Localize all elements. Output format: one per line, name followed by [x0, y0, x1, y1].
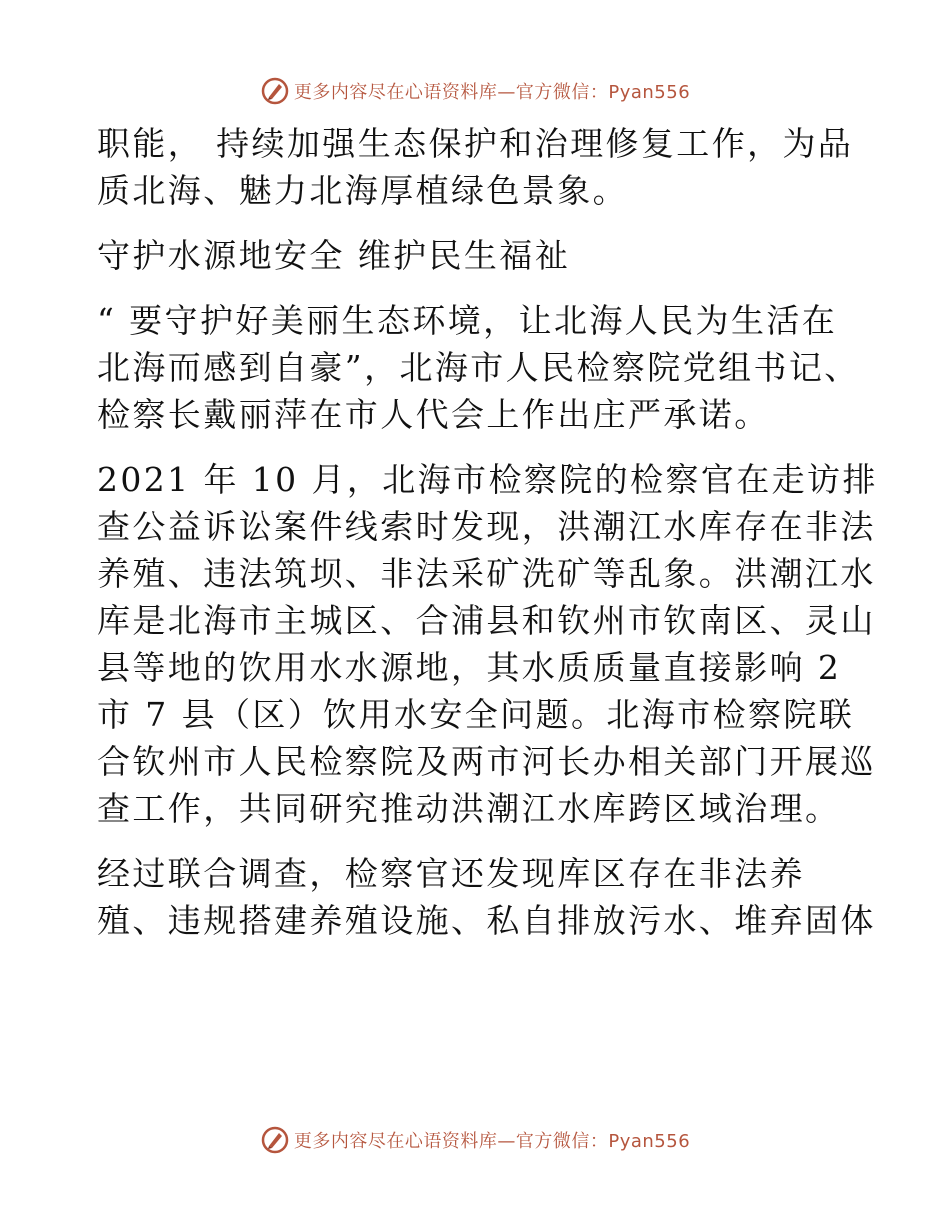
- text-line: 市 7 县（区）饮用水安全问题。北海市检察院联: [97, 695, 855, 734]
- text-line: “ 要守护好美丽生态环境，让北海人民为生活在: [97, 301, 838, 340]
- header-watermark: [0, 71, 950, 111]
- watermark-text: 更多内容尽在心语资料库—官方微信：Pyan556: [293, 1131, 691, 1152]
- text-line: 检察长戴丽萍在市人代会上作出庄严承诺。: [97, 395, 770, 434]
- paragraph-5: [97, 850, 876, 944]
- text-line: 职能， 持续加强生态保护和治理修复工作，为品: [97, 124, 854, 163]
- pen-logo-icon: [260, 1125, 290, 1155]
- document-body: [97, 120, 878, 944]
- text-line: 2021 年 10 月，北海市检察院的检察官在走访排: [97, 460, 878, 499]
- pen-logo-icon: [260, 76, 290, 106]
- text-line: 养殖、违法筑坝、非法采矿洗矿等乱象。洪潮江水: [97, 554, 876, 593]
- paragraph-3: [97, 297, 867, 438]
- text-line: 县等地的饮用水水源地，其水质质量直接影响 2: [97, 648, 842, 687]
- text-line: 查工作，共同研究推动洪潮江水库跨区域治理。: [97, 789, 841, 828]
- text-line: 质北海、魅力北海厚植绿色景象。: [97, 171, 628, 210]
- text-line: 殖、违规搭建养殖设施、私自排放污水、堆弃固体: [97, 901, 876, 940]
- text-line: 库是北海市主城区、合浦县和钦州市钦南区、灵山: [97, 601, 876, 640]
- text-line: 查公益诉讼案件线索时发现，洪潮江水库存在非法: [97, 507, 876, 546]
- watermark-text: 更多内容尽在心语资料库—官方微信：Pyan556: [293, 82, 691, 103]
- section-heading: [97, 232, 867, 279]
- text-line: 北海而感到自豪”，北海市人民检察院党组书记、: [97, 348, 860, 387]
- footer-watermark: [0, 1120, 950, 1160]
- paragraph-4: [97, 456, 878, 832]
- paragraph-1: [97, 120, 867, 214]
- heading-line: 守护水源地安全 维护民生福祉: [97, 236, 571, 275]
- text-line: 合钦州市人民检察院及两市河长办相关部门开展巡: [97, 742, 876, 781]
- text-line: 经过联合调查，检察官还发现库区存在非法养: [97, 854, 805, 893]
